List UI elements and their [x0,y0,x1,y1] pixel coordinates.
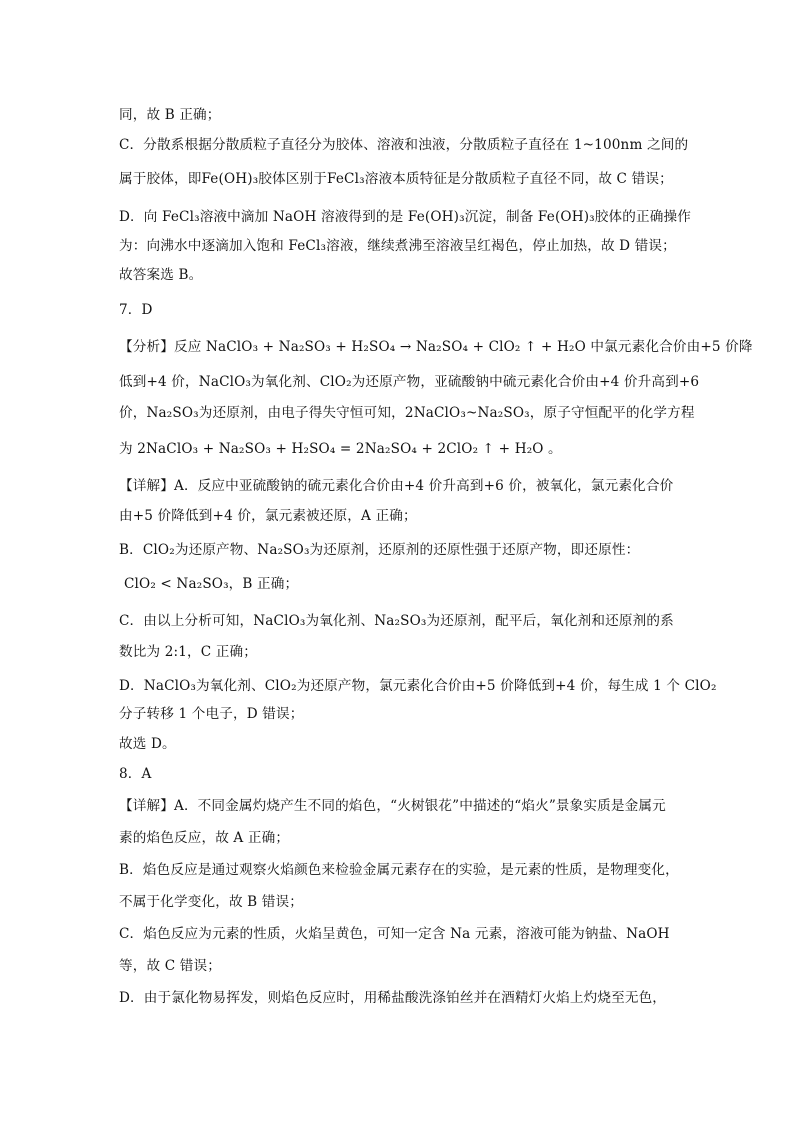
text-line: 低到+4 价，NaClO₃为氧化剂、ClO₂为还原产物，亚硫酸钠中硫元素化合价由+4 价升高到+6 [119,374,700,390]
text-line: 为：向沸水中逐滴加入饱和 FeCl₃溶液，继续煮沸至溶液呈红褐色，停止加热，故 D 错误； [119,238,676,254]
text-line: C．焰色反应为元素的性质，火焰呈黄色，可知一定含 Na 元素，溶液可能为钠盐、NaOH [119,926,670,942]
text-line: 不属于化学变化，故 B 错误； [119,894,304,910]
text-line: 【详解】A．不同金属灼烧产生不同的焰色，“火树银花”中描述的“焰火”景象实质是金属元 [119,798,666,814]
text-line: 【详解】A．反应中亚硫酸钠的硫元素化合价由+4 价升高到+6 价，被氧化，氯元素化合价 [119,478,674,494]
text-line: B．ClO₂为还原产物、Na₂SO₃为还原剂，还原剂的还原性强于还原产物，即还原性： [119,542,640,558]
question-answer-7: 7．D [119,302,153,318]
text-line: 分子转移 1 个电子，D 错误； [119,706,304,722]
question-answer-8: 8．A [119,766,152,782]
text-line: 故答案选 B。 [119,267,203,283]
text-line: D．由于氯化物易挥发，则焰色反应时，用稀盐酸洗涤铂丝并在酒精灯火焰上灼烧至无色， [119,990,667,1006]
text-line: B．焰色反应是通过观察火焰颜色来检验金属元素存在的实验，是元素的性质，是物理变化， [119,862,679,878]
text-line: 【分析】反应 NaClO₃ + Na₂SO₃ + H₂SO₄ → Na₂SO₄ + ClO₂ ↑ + H₂O 中氯元素化合价由+5 价降 [119,339,753,355]
text-line: 为 2NaClO₃ + Na₂SO₃ + H₂SO₄ = 2Na₂SO₄ + 2ClO₂ ↑ + H₂O 。 [119,441,562,457]
text-line: D．向 FeCl₃溶液中滴加 NaOH 溶液得到的是 Fe(OH)₃沉淀，制备 Fe(OH)₃胶体的正确操作 [119,209,691,225]
text-line: ClO₂ < Na₂SO₃，B 正确； [124,576,299,592]
text-line: 故选 D。 [119,736,176,752]
text-line: 由+5 价降低到+4 价，氯元素被还原，A 正确； [119,508,417,524]
text-line: 价，Na₂SO₃为还原剂，由电子得失守恒可知，2NaClO₃~Na₂SO₃，原子守恒配平的化学方程 [119,405,695,421]
text-line: 等，故 C 错误； [119,958,221,974]
text-line: 同，故 B 正确； [119,107,221,123]
text-line: D．NaClO₃为氧化剂、ClO₂为还原产物，氯元素化合价由+5 价降低到+4 价，每生成 1 个 ClO₂ [119,678,717,694]
text-line: 素的焰色反应，故 A 正确； [119,830,290,846]
text-line: 数比为 2:1，C 正确； [119,644,258,660]
text-line: C．分散系根据分散质粒子直径分为胶体、溶液和浊液，分散质粒子直径在 1~100nm 之间的 [119,137,689,153]
text-line: C．由以上分析可知，NaClO₃为氧化剂、Na₂SO₃为还原剂，配平后，氧化剂和还原剂的系 [119,613,674,629]
text-line: 属于胶体，即Fe(OH)₃胶体区别于FeCl₃溶液本质特征是分散质粒子直径不同，故 C 错误； [119,171,673,187]
